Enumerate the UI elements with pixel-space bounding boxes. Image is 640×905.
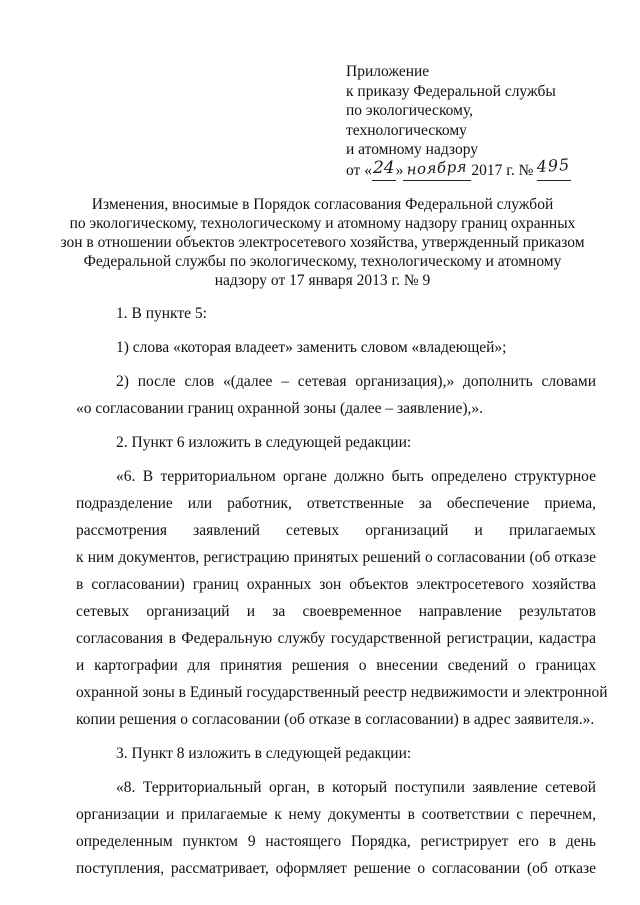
text-line: охранной зоны в Единый государственный реестр недвижимости и электронной (76, 684, 608, 701)
text-line: и картографии для принятия решения о внесении сведений о границах (76, 657, 596, 674)
appendix-line: по экологическому, (346, 102, 474, 119)
item2-heading: 2. Пункт 6 изложить в следующей редакции: (116, 434, 412, 451)
text-line: «8. Территориальный орган, в который поступили заявление сетевой (116, 779, 596, 796)
document-body (76, 300, 608, 889)
text-line: копии решения о согласовании (об отказе в согласовании) в адрес заявителя.». (76, 711, 595, 728)
order-date-line (346, 154, 626, 182)
text-line: 2) после слов «(далее – сетевая организация),» дополнить словами (116, 373, 596, 390)
title-line: зон в отношении объектов электросетевого хозяйства, утвержденный приказом (60, 234, 585, 251)
item1-sub2 (76, 368, 596, 422)
item3-text (76, 774, 596, 882)
item3-heading: 3. Пункт 8 изложить в следующей редакции: (116, 745, 412, 762)
item1-heading: 1. В пункте 5: (116, 305, 207, 322)
appendix-line: Приложение (346, 63, 430, 80)
text-line: рассмотрения заявлений сетевых организаций и прилагаемых (76, 522, 596, 539)
text-line: организации и прилагаемые к нему документы в соответствии с перечнем, (76, 806, 596, 823)
title-line: Федеральной службы по экологическому, технологическому и атомному (83, 253, 562, 270)
text-line: «о согласовании границ охранной зоны (далее – заявление),». (76, 400, 483, 417)
item2-text (76, 463, 608, 733)
text-line: сетевых организаций и за своевременное направление результатов (76, 603, 596, 620)
appendix-line: технологическому (346, 121, 467, 139)
text-line: «6. В территориальном органе должно быть определено структурное (116, 468, 596, 485)
appendix-header (346, 62, 626, 181)
text-line: подразделение или работник, ответственные за обеспечение приема, (76, 495, 596, 512)
text-line: в согласовании) границ охранных зон объектов электросетевого хозяйства (76, 576, 596, 593)
text-line: к ним документов, регистрацию принятых решений о согласовании (об отказе (76, 549, 596, 566)
title-line: по экологическому, технологическому и атомному надзору границ охранных (69, 215, 576, 232)
text-line: поступления, рассматривает, оформляет решение о согласовании (об отказе (76, 860, 596, 877)
title-line: надзору от 17 января 2013 г. № 9 (214, 272, 431, 289)
handwritten-order-number: 495 (536, 154, 572, 176)
appendix-line: к приказу Федеральной службы (346, 82, 556, 100)
appendix-line: и атомному надзору (346, 141, 478, 158)
handwritten-day: 24 (372, 157, 395, 178)
date-prefix: от « (346, 161, 372, 179)
item1-sub1: 1) слова «которая владеет» заменить словом «владеющей»; (116, 339, 507, 356)
title-line: Изменения, вносимые в Порядок согласования Федеральной службой (91, 196, 554, 213)
handwritten-month: ноября (406, 156, 468, 179)
date-mid: » (395, 161, 404, 179)
document-title (40, 195, 605, 290)
date-year: 2017 г. № (471, 161, 534, 179)
text-line: определенным пунктом 9 настоящего Порядка, регистрирует его в день (76, 833, 596, 850)
text-line: согласования в Федеральную службу государственной регистрации, кадастра (76, 630, 596, 647)
